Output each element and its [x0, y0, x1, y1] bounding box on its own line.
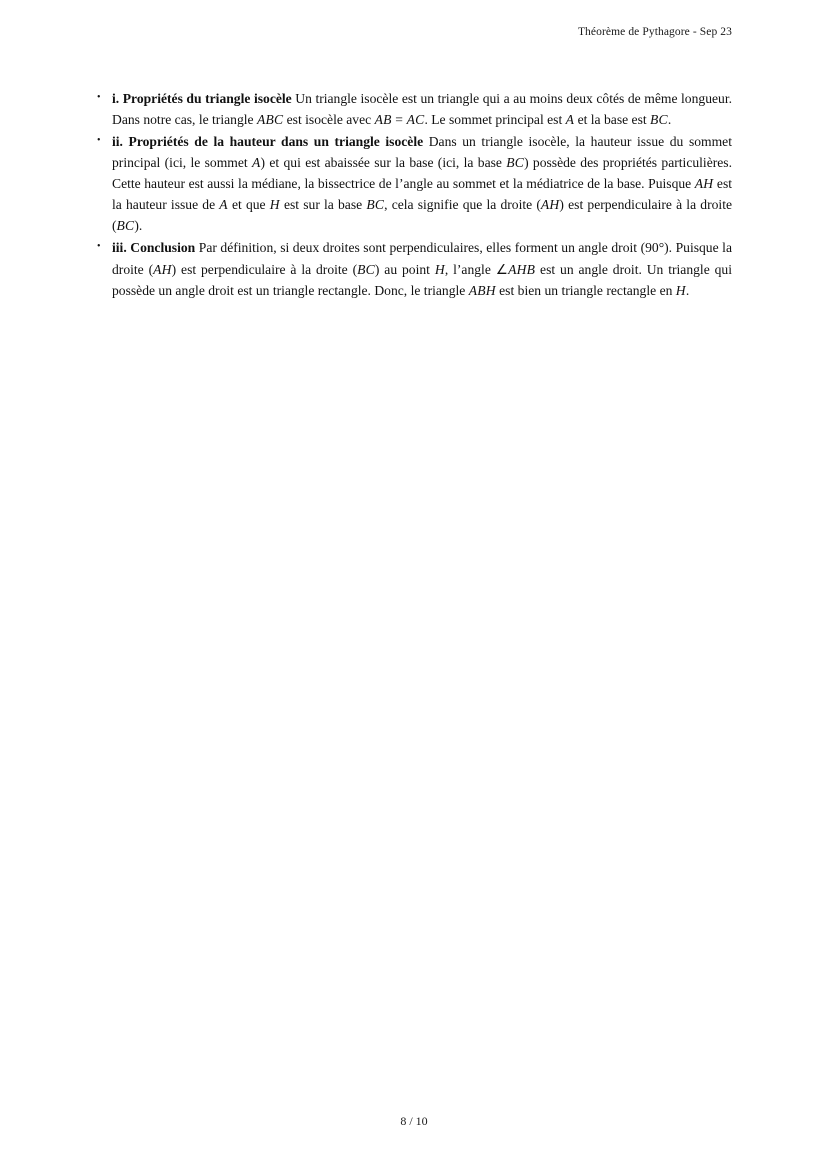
math-symbol: AH: [153, 261, 172, 277]
math-symbol: BC: [357, 261, 375, 277]
text-run: ) et qui est abaissée sur la base (ici, la base: [260, 155, 507, 171]
list-item-lead: iii. Conclusion: [112, 240, 196, 256]
math-symbol: AH: [540, 197, 560, 213]
math-symbol: AB: [374, 112, 392, 128]
math-symbol: BC: [366, 197, 385, 213]
math-symbol: H: [434, 261, 445, 277]
math-symbol: BC: [116, 218, 135, 234]
text-run: .: [667, 112, 672, 128]
text-run: ) est perpendiculaire à la droite (: [171, 261, 358, 277]
text-run: .: [685, 282, 690, 298]
page-number: 8 / 10: [400, 1114, 428, 1128]
math-symbol: ABC: [256, 112, 284, 128]
math-symbol: ABH: [468, 282, 496, 298]
math-symbol: BC: [650, 112, 668, 128]
text-run: est un angle droit. Un triangle qui possède un angle droit est un triangle rectangle. Donc, le triangle: [112, 261, 732, 298]
math-symbol: H: [269, 197, 280, 213]
text-run: Un triangle isocèle est un triangle qui a au moins deux côtés de même longueur. Dans notre cas, le triangle: [112, 91, 732, 128]
running-head: Théorème de Pythagore - Sep 23: [577, 26, 732, 38]
list-item: [96, 237, 732, 300]
math-operator: =: [391, 112, 407, 128]
list-item-lead: i. Propriétés du triangle isocèle: [112, 91, 292, 106]
text-run: , l’angle: [444, 261, 496, 277]
text-run: est sur la base: [279, 197, 367, 213]
text-run: ) est perpendiculaire à la droite (: [112, 197, 732, 234]
math-symbol: AHB: [508, 261, 536, 277]
math-operator: ∠: [495, 261, 509, 277]
text-run: ) possède des propriétés particulières. Cette hauteur est aussi la médiane, la bissectrice de l’angle au sommet et la médiatrice de la base. Puisque: [112, 155, 732, 192]
math-symbol: A: [252, 155, 261, 171]
page-content: [96, 88, 732, 302]
text-run: est bien un triangle rectangle en: [495, 282, 676, 298]
text-run: ) au point: [374, 261, 435, 277]
text-run: et la base est: [574, 112, 651, 128]
text-run: est la hauteur issue de: [112, 176, 733, 213]
text-run: et que: [227, 197, 270, 213]
list-item: [96, 131, 732, 236]
text-run: . Le sommet principal est: [424, 112, 566, 128]
math-symbol: A: [565, 112, 575, 128]
text-run: , cela signifie que la droite (: [384, 197, 541, 213]
list-item-lead: ii. Propriétés de la hauteur dans un triangle isocèle: [112, 134, 424, 150]
math-symbol: H: [675, 282, 686, 298]
math-symbol: A: [219, 197, 228, 213]
math-symbol: BC: [506, 155, 525, 171]
text-run: Dans un triangle isocèle, la hauteur issue du sommet principal (ici, le sommet: [112, 134, 732, 171]
proof-steps-list: [96, 88, 732, 301]
text-run: Par définition, si deux droites sont perpendiculaires, elles forment un angle droit (90°). Puisque la droite (: [112, 240, 732, 277]
math-symbol: AH: [694, 176, 714, 192]
math-symbol: AC: [406, 112, 425, 128]
text-run: est isocèle avec: [283, 112, 375, 128]
list-item: [96, 88, 732, 130]
text-run: ).: [134, 218, 143, 234]
